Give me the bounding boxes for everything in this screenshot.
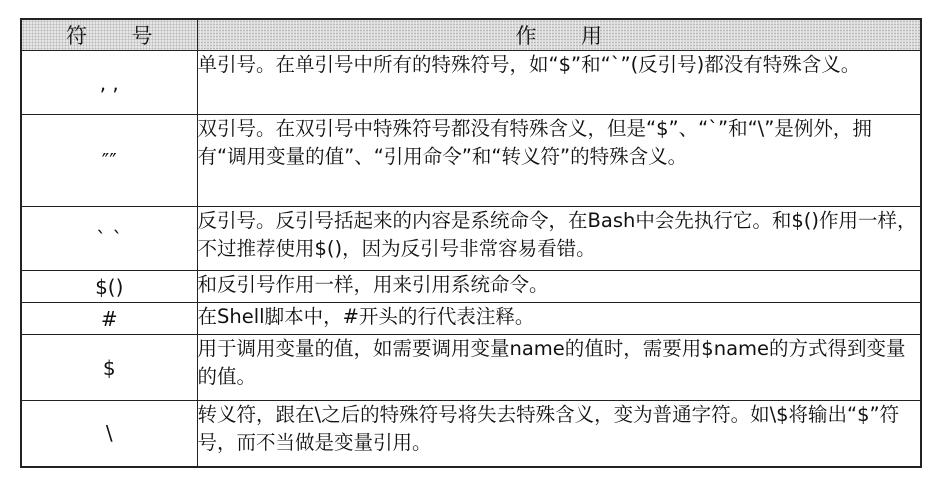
symbol-cell: ` ` xyxy=(21,207,197,271)
table-row xyxy=(21,51,921,115)
symbol-cell: $() xyxy=(21,271,197,303)
header-symbol: 符 号 xyxy=(21,19,197,51)
description-cell: 和反引号作用一样，用来引用系统命令。 xyxy=(197,271,921,303)
table-row xyxy=(21,207,921,271)
table-row xyxy=(21,271,921,303)
special-symbols-table xyxy=(20,18,922,468)
symbol-cell: \ xyxy=(21,401,197,467)
symbol-cell: # xyxy=(21,303,197,335)
table-row xyxy=(21,335,921,401)
description-cell: 双引号。在双引号中特殊符号都没有特殊含义，但是“$”、“`”和“\”是例外，拥有“调用变量的值”、“引用命令”和“转义符”的特殊含义。 xyxy=(197,115,921,207)
table-row xyxy=(21,115,921,207)
table-row xyxy=(21,401,921,467)
description-cell: 单引号。在单引号中所有的特殊符号，如“$”和“`”(反引号)都没有特殊含义。 xyxy=(197,51,921,115)
symbol-cell: $ xyxy=(21,335,197,401)
header-function: 作 用 xyxy=(197,19,921,51)
symbol-cell: ″″ xyxy=(21,115,197,207)
table-row xyxy=(21,303,921,335)
description-cell: 用于调用变量的值，如需要调用变量name的值时，需要用$name的方式得到变量的值。 xyxy=(197,335,921,401)
table-header-row xyxy=(21,19,921,51)
symbol-cell: , , xyxy=(21,51,197,115)
description-cell: 转义符，跟在\之后的特殊符号将失去特殊含义，变为普通字符。如\$将输出“$”符号，而不当做是变量引用。 xyxy=(197,401,921,467)
description-cell: 反引号。反引号括起来的内容是系统命令，在Bash中会先执行它。和$()作用一样，不过推荐使用$()，因为反引号非常容易看错。 xyxy=(197,207,921,271)
description-cell: 在Shell脚本中，#开头的行代表注释。 xyxy=(197,303,921,335)
